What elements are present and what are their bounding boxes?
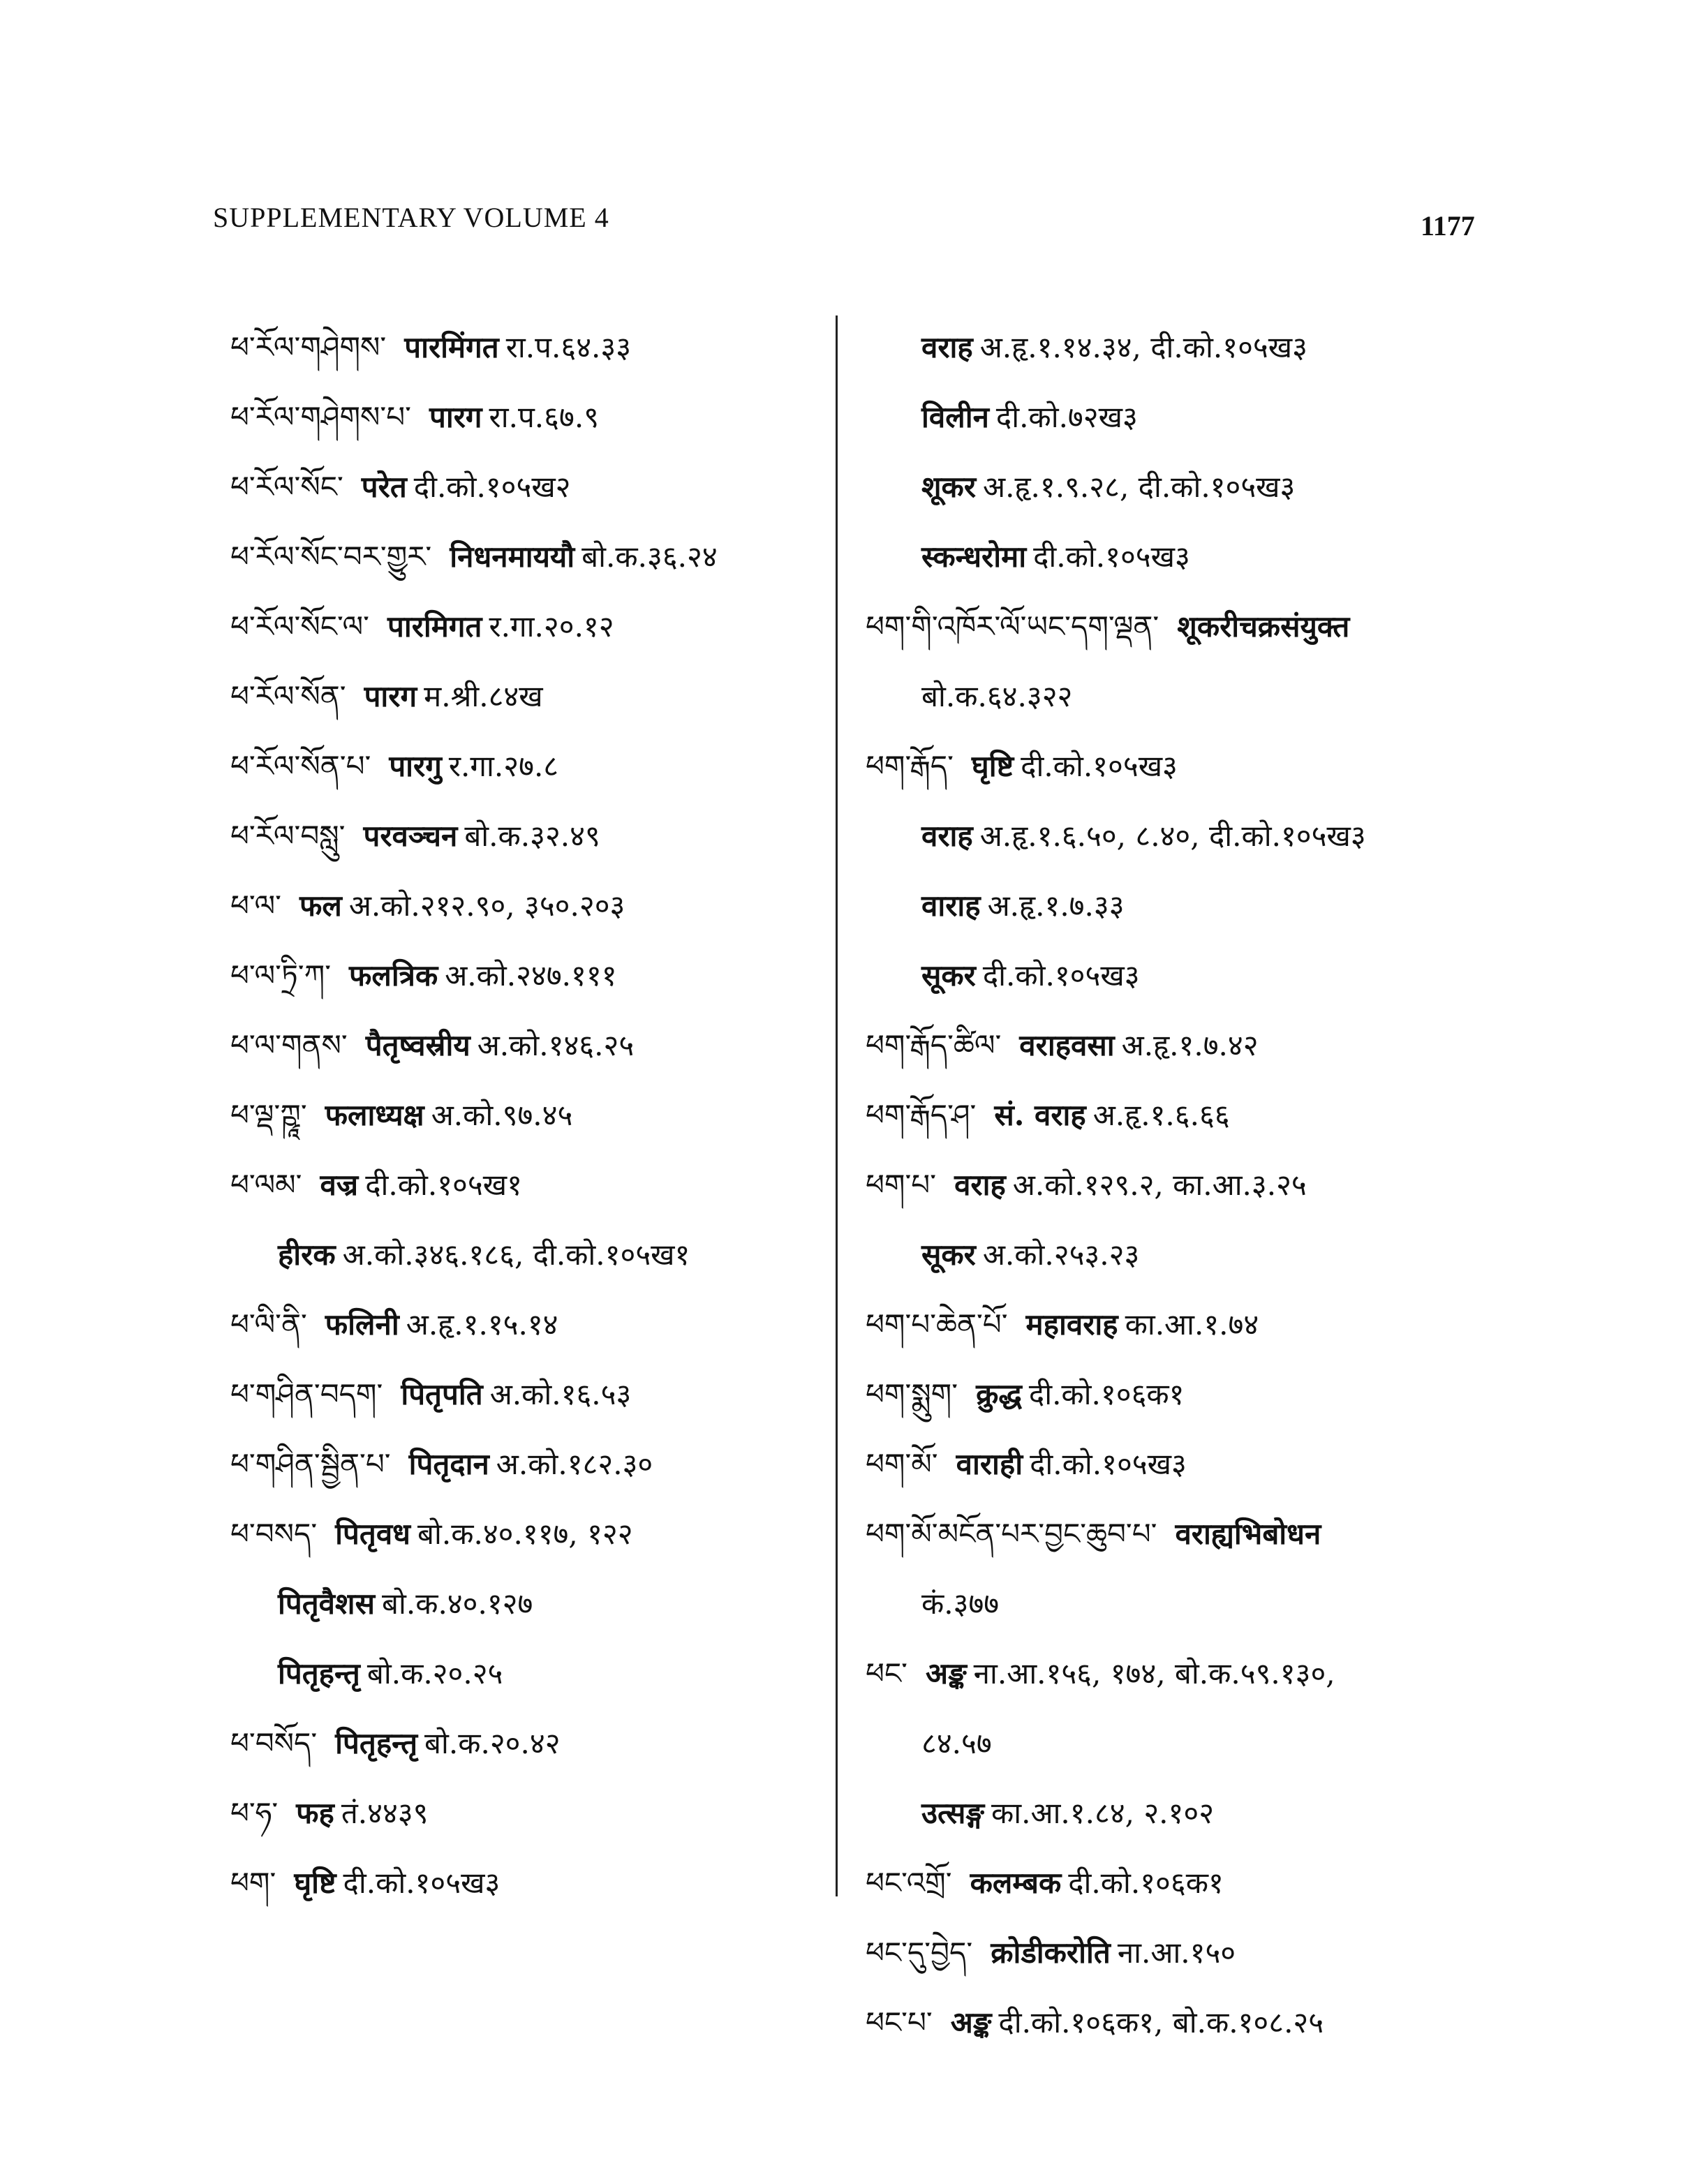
dictionary-entry <box>866 1080 1522 1150</box>
tibetan-headword: ཕ་རོལ་གཤེགས་ <box>230 330 387 364</box>
source-reference: दी.को.१०६क१ <box>1068 1866 1224 1900</box>
sanskrit-term: वराह्यभिबोधन <box>1175 1517 1321 1551</box>
dictionary-entry <box>230 662 831 731</box>
tibetan-headword: ཕག་རྒོད་ <box>866 749 954 783</box>
dictionary-entry <box>230 1848 831 1918</box>
tibetan-headword: ཕག་མོ་ <box>866 1447 938 1481</box>
source-reference: बो.क.२०.२५ <box>366 1656 503 1691</box>
tibetan-headword: ཕ་ལ་ <box>230 889 281 923</box>
sanskrit-term: फलाध्यक्ष <box>325 1098 424 1132</box>
tibetan-headword: ཕ་ལམ་ <box>230 1168 302 1202</box>
sanskrit-term: पारग <box>429 400 482 434</box>
sanskrit-term: सूकर <box>921 1238 976 1272</box>
tibetan-headword: ཕ་རོལ་སོན་ <box>230 679 346 713</box>
dictionary-entry <box>866 313 1522 382</box>
sanskrit-term: क्रोडीकरोति <box>991 1936 1111 1970</box>
source-reference: ना.आ.१५० <box>1117 1936 1236 1970</box>
dictionary-entry <box>230 731 831 801</box>
tibetan-headword: ཕག་གི་འཁོར་ལོ་ཡང་དག་ལྡན་ <box>866 609 1159 644</box>
sanskrit-term: पारमिंगत <box>404 330 499 364</box>
dictionary-entry <box>866 801 1522 871</box>
source-reference: अ.हृ.१.९.२८, दी.को.१०५ख३ <box>983 470 1296 504</box>
source-reference: दी.को.१०५ख३ <box>1030 1447 1187 1481</box>
source-reference: ना.आ.१५६, १७४, बो.क.५९.१३०, <box>973 1656 1335 1691</box>
source-reference: कं.३७७ <box>921 1587 1000 1621</box>
dictionary-entry <box>866 1778 1522 1848</box>
tibetan-headword: ཕ་རོལ་གཤེགས་པ་ <box>230 400 411 434</box>
sanskrit-term: अङ्क <box>925 1656 967 1691</box>
sanskrit-term: पितृवध <box>335 1517 411 1551</box>
source-reference: अ.को.२१२.९०, ३५०.२०३ <box>348 889 625 923</box>
source-reference: बो.क.४०.१२७ <box>381 1587 533 1621</box>
tibetan-headword: ཕ་ལྡ་ཀྵཱ་ <box>230 1098 307 1132</box>
sanskrit-term: पारमिगत <box>387 609 482 644</box>
sanskrit-term: वाराह <box>921 889 981 923</box>
tibetan-headword: ཕ་རོལ་སོང་ལ་ <box>230 609 369 644</box>
tibetan-headword: ཕ་གཤིན་སྦྱིན་པ་ <box>230 1447 391 1481</box>
dictionary-entry <box>866 1918 1522 1988</box>
source-reference: रा.प.६७.९ <box>489 400 600 434</box>
source-reference: बो.क.३६.२४ <box>581 540 718 574</box>
sanskrit-term: परवञ्चन <box>363 819 458 853</box>
source-reference: दी.को.१०५ख३ <box>1033 540 1190 574</box>
source-reference: दी.को.७२ख३ <box>995 400 1138 434</box>
dictionary-entry <box>230 1080 831 1150</box>
sanskrit-term: महावराह <box>1025 1307 1118 1342</box>
sanskrit-term: निधनमाययौ <box>450 540 575 574</box>
tibetan-headword: ཕ་རོལ་བསླུ་ <box>230 819 346 853</box>
source-reference: अ.हृ.१.१४.३४, दी.को.१०५ख३ <box>979 330 1307 364</box>
sanskrit-term: फलत्रिक <box>349 958 438 993</box>
sanskrit-term: वाराही <box>956 1447 1023 1481</box>
dictionary-entry <box>866 731 1522 801</box>
dictionary-entry <box>866 1988 1522 2058</box>
tibetan-headword: ཕག་མོ་མངོན་པར་བྱང་ཆུབ་པ་ <box>866 1517 1157 1551</box>
source-reference: बो.क.४०.११७, १२२ <box>417 1517 633 1551</box>
source-reference: अ.हृ.१.७.३३ <box>987 889 1125 923</box>
sanskrit-term: वराह <box>921 819 973 853</box>
sanskrit-term: फलिनी <box>325 1307 399 1342</box>
dictionary-entry <box>230 1011 831 1080</box>
source-reference: दी.को.१०६क१ <box>1028 1377 1185 1411</box>
dictionary-entry <box>866 1011 1522 1080</box>
dictionary-entry <box>866 941 1522 1011</box>
dictionary-entry <box>866 1360 1522 1429</box>
dictionary-entry <box>230 1639 831 1709</box>
right-column <box>866 313 1522 2058</box>
dictionary-entry <box>230 1360 831 1429</box>
source-reference: अ.को.३४६.१८६, दी.को.१०५ख१ <box>342 1238 690 1272</box>
dictionary-entry <box>230 592 831 662</box>
dictionary-entry <box>230 1778 831 1848</box>
sanskrit-term: पितृवैशस <box>278 1587 375 1621</box>
source-reference: अ.हृ.१.६.५०, ८.४०, दी.को.१०५ख३ <box>979 819 1366 853</box>
sanskrit-term: पैतृष्वस्रीय <box>365 1028 470 1062</box>
dictionary-entry <box>230 1150 831 1220</box>
tibetan-headword: ཕ་རོལ་སོང་ <box>230 470 343 504</box>
sanskrit-term: वराहवसा <box>1019 1028 1115 1062</box>
sanskrit-term: वराह <box>954 1168 1006 1202</box>
dictionary-entry <box>230 941 831 1011</box>
source-reference: अ.को.९७.४५ <box>431 1098 573 1132</box>
sanskrit-term: वराह <box>921 330 973 364</box>
tibetan-headword: ཕག་སྨུག་ <box>866 1377 958 1411</box>
source-reference: तं.४४३९ <box>341 1796 429 1830</box>
source-reference: दी.को.१०६क१, बो.क.१०८.२५ <box>998 2005 1324 2040</box>
sanskrit-term: घृष्टि <box>294 1866 336 1900</box>
sanskrit-term: सूकर <box>921 958 976 993</box>
source-reference: बो.क.२०.४२ <box>424 1726 561 1760</box>
tibetan-headword: ཕག་རྒོད་ཤ་ <box>866 1098 977 1132</box>
tibetan-headword: ཕ་ལི་ནི་ <box>230 1307 307 1342</box>
dictionary-entry <box>866 871 1522 941</box>
sanskrit-term: शूकर <box>921 470 976 504</box>
dictionary-entry <box>230 1429 831 1499</box>
sanskrit-term: स्कन्धरोमा <box>921 540 1027 574</box>
tibetan-headword: ཕ་བསད་ <box>230 1517 318 1551</box>
source-reference: दी.को.१०५ख२ <box>413 470 571 504</box>
sanskrit-term: पितृपति <box>401 1377 483 1411</box>
source-reference: बो.क.६४.३२२ <box>921 679 1073 713</box>
dictionary-entry <box>230 1499 831 1569</box>
running-title: SUPPLEMENTARY VOLUME 4 <box>213 202 609 233</box>
tibetan-headword: ཕ་ལ་གནས་ <box>230 1028 348 1062</box>
tibetan-headword: ཕག་རྒོད་ཚིལ་ <box>866 1028 1002 1062</box>
dictionary-entry <box>866 1150 1522 1220</box>
source-reference: दी.को.१०५ख३ <box>982 958 1140 993</box>
source-reference: अ.को.२४७.१११ <box>445 958 617 993</box>
dictionary-entry <box>866 1499 1522 1569</box>
sanskrit-term: शूकरीचक्रसंयुक्त <box>1177 609 1350 644</box>
source-reference: अ.हृ.१.१५.१४ <box>406 1307 558 1342</box>
dictionary-entry <box>230 522 831 592</box>
source-reference: दी.को.१०५ख१ <box>365 1168 522 1202</box>
sanskrit-term: हीरक <box>278 1238 336 1272</box>
tibetan-headword: ཕང་ <box>866 1656 907 1691</box>
tibetan-headword: ཕང་པ་ <box>866 2005 933 2040</box>
tibetan-headword: ཕང་དུ་བྱེད་ <box>866 1936 973 1970</box>
source-reference: का.आ.१.८४, २.१०२ <box>991 1796 1215 1830</box>
page-header <box>0 0 1690 265</box>
tibetan-headword: ཕ་རོལ་སོང་བར་གྱུར་ <box>230 540 432 574</box>
dictionary-entry <box>230 801 831 871</box>
sanskrit-term: फह <box>296 1796 334 1830</box>
sanskrit-term: पितृदान <box>408 1447 489 1481</box>
dictionary-entry <box>866 592 1522 662</box>
dictionary-entry <box>866 382 1522 452</box>
dictionary-entry <box>866 1848 1522 1918</box>
tibetan-headword: ཕ་རོལ་སོན་པ་ <box>230 749 371 783</box>
tibetan-headword: ཕ་ལ་ཏྲི་ཀ་ <box>230 958 332 993</box>
sanskrit-term: घृष्टि <box>971 749 1014 783</box>
sanskrit-term: पारग <box>364 679 417 713</box>
source-reference: अ.को.१६.५३ <box>489 1377 632 1411</box>
source-reference: र.गा.२०.१२ <box>489 609 614 644</box>
tibetan-headword: ཕང་འགྲོ་ <box>866 1866 952 1900</box>
sanskrit-term: परेत <box>361 470 407 504</box>
column-divider <box>836 315 838 1896</box>
dictionary-entry <box>866 1220 1522 1290</box>
source-reference: दी.को.१०५ख३ <box>1021 749 1178 783</box>
source-reference: का.आ.१.७४ <box>1125 1307 1259 1342</box>
tibetan-headword: ཕག་པ་ཆེན་པོ་ <box>866 1307 1008 1342</box>
tibetan-headword: ཕག་ <box>230 1866 276 1900</box>
sanskrit-term: कलम्बक <box>970 1866 1062 1900</box>
sanskrit-term: उत्सङ्ग <box>921 1796 985 1830</box>
tibetan-headword: ཕ་ཧ་ <box>230 1796 279 1830</box>
source-reference: रा.प.६४.३३ <box>505 330 632 364</box>
dictionary-entry <box>230 1220 831 1290</box>
dictionary-entry <box>866 452 1522 522</box>
dictionary-entry <box>230 1709 831 1778</box>
sanskrit-term: सं. वराह <box>994 1098 1086 1132</box>
dictionary-entry <box>230 1569 831 1639</box>
tibetan-headword: ཕ་བསོད་ <box>230 1726 318 1760</box>
source-reference: अ.को.२५३.२३ <box>982 1238 1140 1272</box>
sanskrit-term: वज्र <box>320 1168 359 1202</box>
sanskrit-term: पितृहन्तृ <box>278 1656 360 1691</box>
source-reference: अ.को.१८२.३० <box>496 1447 653 1481</box>
sanskrit-term: पितृहन्तृ <box>335 1726 418 1760</box>
source-reference: अ.हृ.१.७.४२ <box>1121 1028 1259 1062</box>
sanskrit-term: पारगु <box>389 749 442 783</box>
left-column <box>230 313 831 1918</box>
source-reference: अ.को.१४६.२५ <box>477 1028 635 1062</box>
dictionary-entry <box>866 1429 1522 1499</box>
source-reference: अ.को.१२९.२, का.आ.३.२५ <box>1012 1168 1307 1202</box>
source-reference: अ.हृ.१.६.६६ <box>1092 1098 1230 1132</box>
tibetan-headword: ཕག་པ་ <box>866 1168 937 1202</box>
source-reference: र.गा.२७.८ <box>448 749 559 783</box>
dictionary-entry <box>230 452 831 522</box>
source-reference: म.श्री.८४ख <box>424 679 543 713</box>
dictionary-entry <box>230 313 831 382</box>
dictionary-entry <box>230 871 831 941</box>
source-reference: बो.क.३२.४९ <box>464 819 600 853</box>
dictionary-entry <box>230 1290 831 1360</box>
dictionary-entry <box>866 1709 1522 1778</box>
source-reference: दी.को.१०५ख३ <box>343 1866 501 1900</box>
tibetan-headword: ཕ་གཤིན་བདག་ <box>230 1377 383 1411</box>
dictionary-entry <box>866 1290 1522 1360</box>
sanskrit-term: फल <box>299 889 342 923</box>
dictionary-entry <box>866 522 1522 592</box>
dictionary-entry <box>866 1639 1522 1709</box>
dictionary-entry <box>230 382 831 452</box>
sanskrit-term: अङ्क <box>950 2005 992 2040</box>
sanskrit-term: विलीन <box>921 400 989 434</box>
dictionary-entry <box>866 662 1522 731</box>
dictionary-entry <box>866 1569 1522 1639</box>
page-number: 1177 <box>1421 210 1475 242</box>
sanskrit-term: क्रुद्ध <box>976 1377 1022 1411</box>
source-reference: ८४.५७ <box>921 1726 992 1760</box>
